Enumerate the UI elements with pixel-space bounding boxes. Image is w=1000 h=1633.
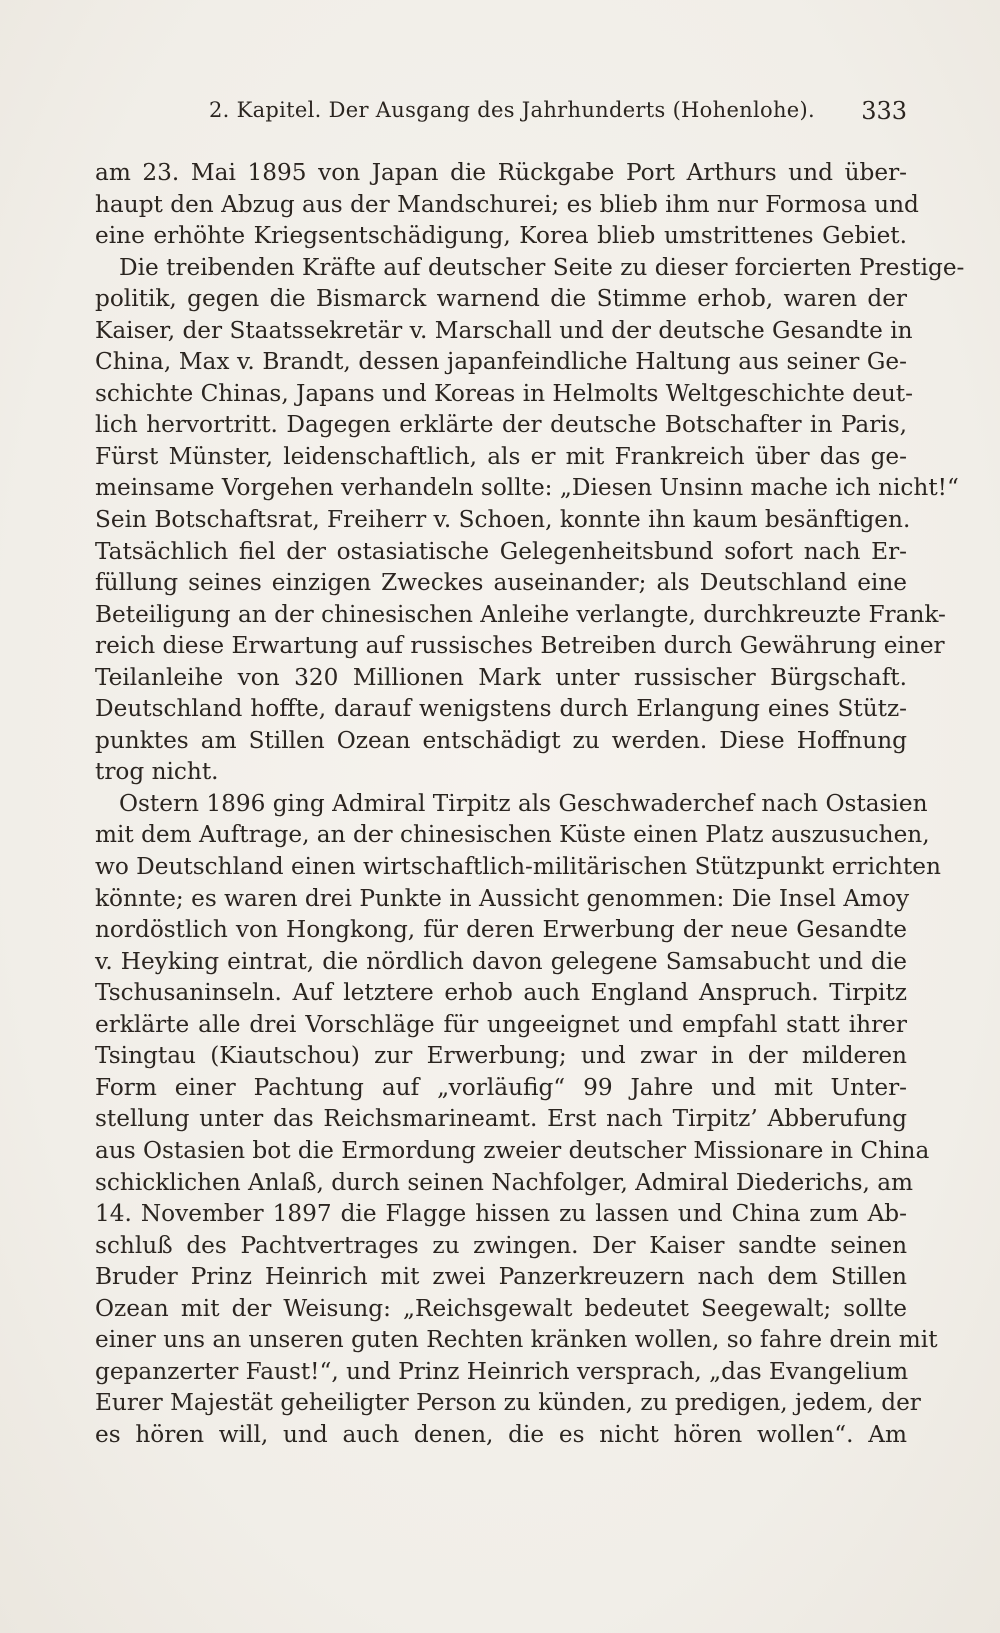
text-line: Tschusaninseln. Auf letztere erhob auch England Anspruch. Tirpitz: [95, 979, 907, 1007]
text-line: erklärte alle drei Vorschläge für ungeeignet und empfahl statt ihrer: [95, 1010, 907, 1038]
text-line: v. Heyking eintrat, die nördlich davon gelegene Samsabucht und die: [95, 947, 907, 975]
text-line: haupt den Abzug aus der Mandschurei; es blieb ihm nur Formosa und: [95, 190, 919, 218]
text-line: Fürst Münster, leidenschaftlich, als er mit Frankreich über das ge-: [95, 442, 907, 470]
text-line: Die treibenden Kräfte auf deutscher Seite zu dieser forcierten Prestige-: [119, 253, 965, 281]
text-line: punktes am Stillen Ozean entschädigt zu werden. Diese Hoffnung: [95, 726, 907, 754]
text-line: Tatsächlich fiel der ostasiatische Gelegenheitsbund sofort nach Er-: [95, 537, 907, 565]
text-line: politik, gegen die Bismarck warnend die Stimme erhob, waren der: [95, 285, 907, 313]
text-line: Eurer Majestät geheiligter Person zu künden, zu predigen, jedem, der: [95, 1389, 921, 1417]
running-head: [95, 98, 907, 132]
text-line: Sein Botschaftsrat, Freiherr v. Schoen, konnte ihn kaum besänftigen.: [95, 506, 911, 534]
text-line: stellung unter das Reichsmarineamt. Erst nach Tirpitz’ Abberufung: [95, 1105, 907, 1133]
text-line: schicklichen Anlaß, durch seinen Nachfolger, Admiral Diederichs, am: [95, 1168, 914, 1196]
running-title: 2. Kapitel. Der Ausgang des Jahrhunderts (Hohenlohe).: [209, 98, 815, 122]
text-line: Kaiser, der Staatssekretär v. Marschall und der deutsche Gesandte in: [95, 316, 913, 344]
text-line: könnte; es waren drei Punkte in Aussicht genommen: Die Insel Amoy: [95, 884, 910, 912]
body-text: [95, 157, 965, 1450]
paragraph-2: [95, 252, 965, 788]
text-line: China, Max v. Brandt, dessen japanfeindliche Haltung aus seiner Ge-: [95, 348, 907, 376]
text-line: es hören will, und auch denen, die es nicht hören wollen“. Am: [95, 1420, 907, 1448]
paragraph-3: [95, 788, 941, 1450]
text-line: Deutschland hoffte, darauf wenigstens durch Erlangung eines Stütz-: [95, 695, 907, 723]
text-line: Teilanleihe von 320 Millionen Mark unter russischer Bürgschaft.: [95, 663, 907, 691]
text-line: reich diese Erwartung auf russisches Betreiben durch Gewährung einer: [95, 632, 945, 660]
text-line: am 23. Mai 1895 von Japan die Rückgabe Port Arthurs und über-: [95, 159, 907, 186]
text-line: eine erhöhte Kriegsentschädigung, Korea blieb umstrittenes Gebiet.: [95, 222, 907, 250]
text-line: einer uns an unseren guten Rechten kränken wollen, so fahre drein mit: [95, 1326, 938, 1354]
text-line: Beteiligung an der chinesischen Anleihe verlangte, durchkreuzte Frank-: [95, 600, 946, 628]
text-line: Ostern 1896 ging Admiral Tirpitz als Geschwaderchef nach Ostasien: [119, 789, 928, 817]
text-line: Form einer Pachtung auf „vorläufig“ 99 Jahre und mit Unter-: [95, 1073, 907, 1101]
text-line: 14. November 1897 die Flagge hissen zu lassen und China zum Ab-: [95, 1200, 907, 1228]
text-line: wo Deutschland einen wirtschaftlich-militärischen Stützpunkt errichten: [95, 853, 941, 881]
text-line: gepanzerter Faust!“, und Prinz Heinrich versprach, „das Evangelium: [95, 1357, 909, 1385]
text-line: schluß des Pachtvertrages zu zwingen. Der Kaiser sandte seinen: [95, 1231, 907, 1259]
text-line: Bruder Prinz Heinrich mit zwei Panzerkreuzern nach dem Stillen: [95, 1263, 907, 1291]
text-line: schichte Chinas, Japans und Koreas in Helmolts Weltgeschichte deut-: [95, 379, 913, 407]
text-line: lich hervortritt. Dagegen erklärte der deutsche Botschafter in Paris,: [95, 411, 907, 439]
page-number: 333: [861, 97, 907, 125]
text-line: füllung seines einzigen Zweckes auseinander; als Deutschland eine: [95, 569, 907, 597]
text-line: aus Ostasien bot die Ermordung zweier deutscher Missionare in China: [95, 1136, 930, 1164]
paragraph-1: [95, 157, 919, 252]
text-line: meinsame Vorgehen verhandeln sollte: „Diesen Unsinn mache ich nicht!“: [95, 474, 959, 502]
text-line: mit dem Auftrage, an der chinesischen Küste einen Platz auszusuchen,: [95, 821, 930, 849]
text-line: Tsingtau (Kiautschou) zur Erwerbung; und zwar in der milderen: [95, 1042, 907, 1070]
text-line: Ozean mit der Weisung: „Reichsgewalt bedeutet Seegewalt; sollte: [95, 1294, 907, 1322]
text-line: trog nicht.: [95, 758, 219, 786]
text-line: nordöstlich von Hongkong, für deren Erwerbung der neue Gesandte: [95, 916, 907, 944]
